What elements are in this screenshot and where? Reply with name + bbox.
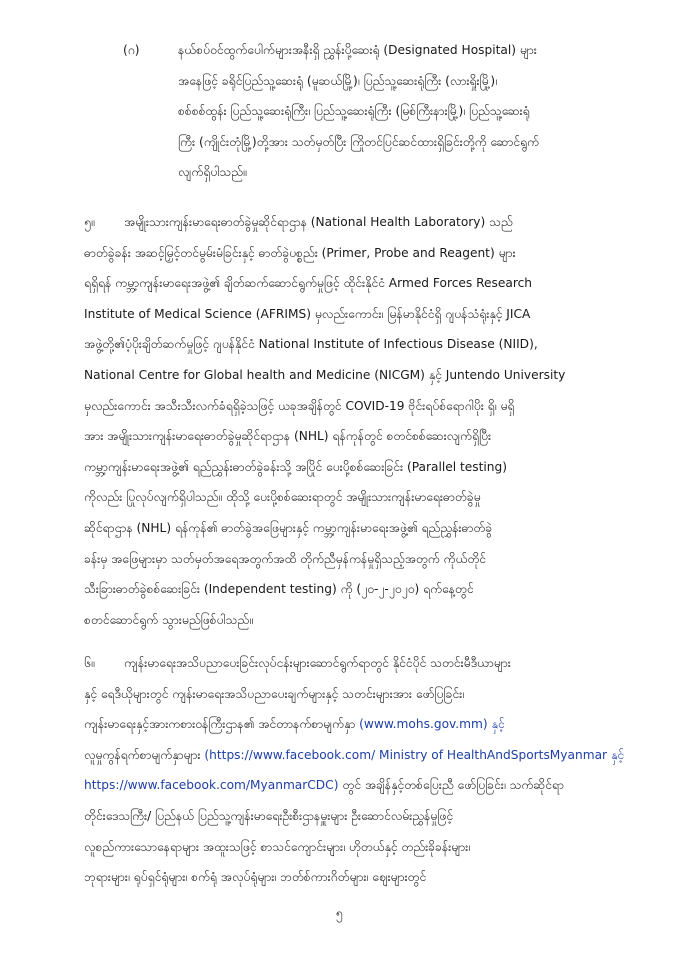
- text-line: လူစည်ကားသောနေရာများ အထူးသဖြင့် စာသင်ကျောင်းများ၊ ဟိုတယ်နှင့် တည်းခိုခန်းများ၊: [84, 839, 471, 854]
- text-line: [84, 770, 646, 801]
- text-line: အမျိုးသားကျန်းမာရေးဓာတ်ခွဲမှုဆိုင်ရာဌာန (National Health Laboratory) သည်: [124, 215, 513, 229]
- text-line: တိုင်းဒေသကြီး/ ပြည်နယ် ပြည်သူ့ကျန်းမာရေးဦးစီးဌာနမှူးများ ဦးဆောင်လမ်းညွှန်မှုဖြင့်: [84, 808, 454, 823]
- paragraph-5-number: ၅။: [84, 215, 95, 229]
- text-line: Institute of Medical Science (AFRIMS) မှလည်းကောင်း၊ မြန်မာနိုင်ငံရှိ ဂျပန်သံရုံးနှင့် JICA: [84, 306, 531, 321]
- text-line: [84, 709, 646, 740]
- text-line: ခန်းမှ အဖြေများမှာ သတ်မှတ်အရေအတွက်အထိ တိုက်ညီမှန်ကန်မှုရှိသည့်အတွက် ကိုယ်တိုင်: [84, 551, 486, 566]
- page-number: ၅: [336, 906, 343, 920]
- text-line: မှလည်းကောင်း အသီးသီးလက်ခံရရှိခဲ့သဖြင့် ယခုအချိန်တွင် COVID-19 ဗိုင်းရပ်စ်ရောဂါပိုး ရှိ၊ မရှိ: [84, 398, 515, 413]
- text-line: ဆိုင်ရာဌာန (NHL) ရန်ကုန်၏ ဓာတ်ခွဲအဖြေများနှင့် ကမ္ဘာ့ကျန်းမာရေးအဖွဲ့၏ ရည်ညွှန်းဓာတ်ခွဲ: [84, 520, 493, 535]
- text-line: နယ်စပ်ဝင်ထွက်ပေါက်များအနီးရှိ ညွှန်းပို့ဆေးရုံ (Designated Hospital) များ: [178, 43, 537, 57]
- text-line: နှင့် ရေဒီယိုများတွင် ကျန်းမာရေးအသိပညာပေးချက်များနှင့် သတင်းများအား ဖော်ပြခြင်း၊: [84, 686, 465, 701]
- text-line: လျက်ရှိပါသည်။: [178, 165, 247, 180]
- text-line: ကိုလည်း ပြုလုပ်လျက်ရှိပါသည်။ ထိုသို့ ပေးပို့စစ်ဆေးရာတွင် အမျိုးသားကျန်းမာရေးဓာတ်ခွဲမှု: [84, 490, 481, 505]
- text-line: ဘုရားများ၊ ရုပ်ရှင်ရုံများ၊ စက်ရုံ အလုပ်ရုံများ၊ ဘတ်စ်ကားဂိတ်များ၊ ဈေးများတွင်: [84, 870, 427, 885]
- text-line: ဓာတ်ခွဲခန်း အဆင့်မြှင့်တင်မွမ်းမံခြင်းနှင့် ဓာတ်ခွဲပစ္စည်း (Primer, Probe and Reagent) များ: [84, 245, 516, 260]
- paragraph-5: [84, 207, 646, 635]
- text-line: သီးခြားဓာတ်ခွဲစစ်ဆေးခြင်း (Independent testing) ကို (၂၀-၂-၂၀၂၀) ရက်နေ့တွင်: [84, 582, 474, 597]
- facebook-cdc-link[interactable]: https://www.facebook.com/MyanmarCDC): [84, 778, 339, 793]
- facebook-moh-link[interactable]: (https://www.facebook.com/ Ministry of HealthAndSportsMyanmar နှင့်: [204, 747, 624, 762]
- text-line: ရရှိရန် ကမ္ဘာ့ကျန်းမာရေးအဖွဲ့၏ ချိတ်ဆက်ဆောင်ရွက်မှုဖြင့် ထိုင်းနိုင်ငံ Armed Forces Research: [84, 276, 533, 291]
- text-line: ကြီး (ကျိုင်းတုံမြို့)တို့အား သတ်မှတ်ပြီး ကြိုတင်ပြင်ဆင်ထားရှိခြင်းတို့ကို ဆောင်ရွက်: [178, 134, 539, 149]
- text-segment: တွင် အချိန်နှင့်တစ်ပြေးညီ ဖော်ပြခြင်း၊ သက်ဆိုင်ရာ: [338, 778, 564, 793]
- sub-item-number: (ဂ): [123, 43, 140, 57]
- text-line: အနေဖြင့် ခရိုင်ပြည်သူ့ဆေးရုံ (မူဆယ်မြို့)၊ ပြည်သူ့ဆေးရုံကြီး (လားရှိုးမြို့)၊: [178, 73, 498, 88]
- text-line: ကျန်းမာရေးအသိပညာပေးခြင်းလုပ်ငန်းများဆောင်ရွက်ရာတွင် နိုင်ငံပိုင် သတင်းမီဒီယာများ: [124, 656, 511, 670]
- text-line: ကမ္ဘာ့ကျန်းမာရေးအဖွဲ့၏ ရည်ညွှန်းဓာတ်ခွဲခန်းသို့ အပြိုင် ပေးပို့စစ်ဆေးခြင်း (Parallel testing): [84, 459, 508, 474]
- text-segment: ကျန်းမာရေးနှင့်အားကစားဝန်ကြီးဌာန၏ အင်တာနက်စာမျက်နှာ: [84, 717, 360, 732]
- text-line: National Centre for Global health and Medicine (NICGM) နှင့် Juntendo University: [84, 367, 566, 382]
- paragraph-6: [84, 648, 646, 893]
- text-line: စတင်ဆောင်ရွက် သွားမည်ဖြစ်ပါသည်။: [84, 612, 253, 627]
- mohs-website-link[interactable]: (www.mohs.gov.mm) နှင့်: [359, 717, 505, 732]
- text-segment: လူမှုကွန်ရက်စာမျက်နှာများ: [84, 747, 205, 762]
- text-line: စစ်စစ်ထွန်း ပြည်သူ့ဆေးရုံကြီး၊ ပြည်သူ့ဆေးရုံကြီး (မြစ်ကြီးနားမြို့)၊ ပြည်သူ့ဆေးရုံ: [178, 104, 530, 119]
- sub-item-paragraph: [178, 35, 646, 188]
- text-line: [84, 740, 646, 771]
- paragraph-6-number: ၆။: [84, 656, 95, 670]
- text-line: အဖွဲ့တို့၏ပံ့ပိုးချိတ်ဆက်မှုဖြင့် ဂျပန်နိုင်ငံ National Institute of Infectious Disease (NIID),: [84, 337, 538, 352]
- text-line: အား အမျိုးသားကျန်းမာရေးဓာတ်ခွဲမှုဆိုင်ရာဌာန (NHL) ရန်ကုန်တွင် စတင်စစ်ဆေးလျက်ရှိပြီး: [84, 429, 492, 444]
